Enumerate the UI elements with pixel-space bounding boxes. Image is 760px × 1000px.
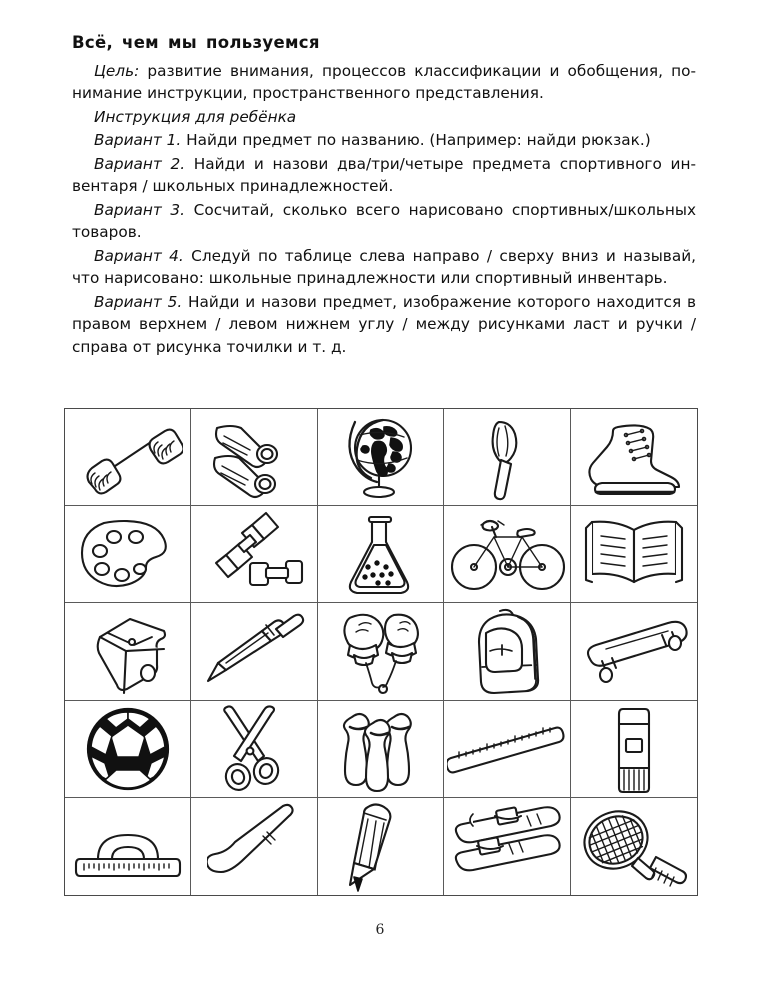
- boxing-gloves-icon: [326, 605, 434, 697]
- barbell-icon: [73, 414, 183, 500]
- soccer-ball-icon: [82, 703, 174, 795]
- grid-cell[interactable]: [571, 506, 697, 603]
- grid-cell[interactable]: [191, 798, 317, 895]
- variant-3: [72, 199, 696, 244]
- page-title: Всё, чем мы пользуемся: [72, 33, 320, 52]
- picture-grid: [64, 408, 698, 896]
- glue-stick-icon: [605, 703, 663, 795]
- globe-icon: [329, 412, 431, 502]
- grid-cell[interactable]: [65, 701, 191, 798]
- scissors-icon: [208, 703, 300, 795]
- dumbbells-icon: [198, 511, 310, 597]
- paintbrush-icon: [459, 412, 555, 502]
- goal-paragraph: [72, 60, 696, 105]
- grid-cell[interactable]: [191, 701, 317, 798]
- ice-skate-icon: [578, 413, 690, 501]
- grid-cell[interactable]: [65, 409, 191, 506]
- pencil-icon: [342, 799, 418, 893]
- grid-cell[interactable]: [444, 701, 570, 798]
- grid-cell[interactable]: [65, 603, 191, 700]
- variant-3-label: Вариант 3.: [94, 200, 186, 219]
- skis-icon: [449, 800, 565, 892]
- variant-1-text: Найди предмет по названию. (Например: найди рюкзак.): [181, 131, 651, 150]
- grid-cell[interactable]: [65, 506, 191, 603]
- grid-cell[interactable]: [444, 409, 570, 506]
- protractor-icon: [72, 811, 184, 881]
- variant-5-label: Вариант 5.: [94, 292, 183, 311]
- variant-4-label: Вариант 4.: [94, 246, 184, 265]
- page-number: 6: [375, 922, 385, 938]
- grid-cell[interactable]: [318, 701, 444, 798]
- variant-1: [72, 129, 696, 151]
- variant-2-label: Вариант 2.: [94, 154, 186, 173]
- goal-label: Цель:: [94, 61, 140, 80]
- tennis-racket-icon: [576, 804, 692, 888]
- skateboard-icon: [576, 613, 692, 689]
- pen-icon: [196, 611, 312, 691]
- grid-cell[interactable]: [318, 409, 444, 506]
- instruction-text-block: [72, 34, 696, 358]
- variant-4-text: Следуй по таблице слева направо / сверху вниз и называй, что нарисовано: школьные принадлежности или спортивный инвентарь.: [72, 246, 696, 288]
- backpack-icon: [460, 605, 554, 697]
- grid-cell[interactable]: [571, 603, 697, 700]
- grid-cell[interactable]: [191, 506, 317, 603]
- hockey-stick-icon: [207, 800, 301, 892]
- pencil-sharpener-icon: [78, 607, 178, 695]
- variant-5: [72, 291, 696, 358]
- grid-cell[interactable]: [191, 603, 317, 700]
- ruler-icon: [447, 718, 567, 780]
- grid-cell[interactable]: [571, 798, 697, 895]
- variant-5-text: Найди и назови предмет, изображение которого находится в правом верхнем / левом нижнем углу / между рисунками ласт и ручки / справа от рисунка точилки и т. д.: [72, 292, 696, 356]
- grid-cell[interactable]: [65, 798, 191, 895]
- variant-1-label: Вариант 1.: [94, 131, 182, 150]
- instruction-heading-label: Инструкция для ребёнка: [94, 107, 297, 126]
- variant-2: [72, 153, 696, 198]
- grid-cell[interactable]: [571, 701, 697, 798]
- grid-cell[interactable]: [191, 409, 317, 506]
- grid-cell[interactable]: [444, 506, 570, 603]
- grid-cell[interactable]: [571, 409, 697, 506]
- grid-cell[interactable]: [318, 798, 444, 895]
- flask-icon: [337, 509, 423, 599]
- goal-text: развитие внимания, процессов классификации и обобщения, по-нимание инструкции, пространственного представления.: [72, 61, 696, 103]
- flippers-icon: [199, 414, 309, 500]
- bowling-pins-icon: [330, 703, 430, 795]
- paint-palette-icon: [74, 513, 182, 595]
- grid-cell[interactable]: [444, 798, 570, 895]
- grid-cell[interactable]: [444, 603, 570, 700]
- grid-cell[interactable]: [318, 506, 444, 603]
- grid-cell[interactable]: [318, 603, 444, 700]
- bicycle-icon: [448, 511, 566, 597]
- variant-4: [72, 245, 696, 290]
- variant-2-text: Найди и назови два/три/четыре предмета спортивного ин-вентаря / школьных принадлежностей.: [72, 154, 696, 196]
- variant-3-text: Сосчитай, сколько всего нарисовано спортивных/школьных товаров.: [72, 200, 696, 242]
- open-book-icon: [579, 512, 689, 596]
- instruction-heading: [72, 106, 696, 128]
